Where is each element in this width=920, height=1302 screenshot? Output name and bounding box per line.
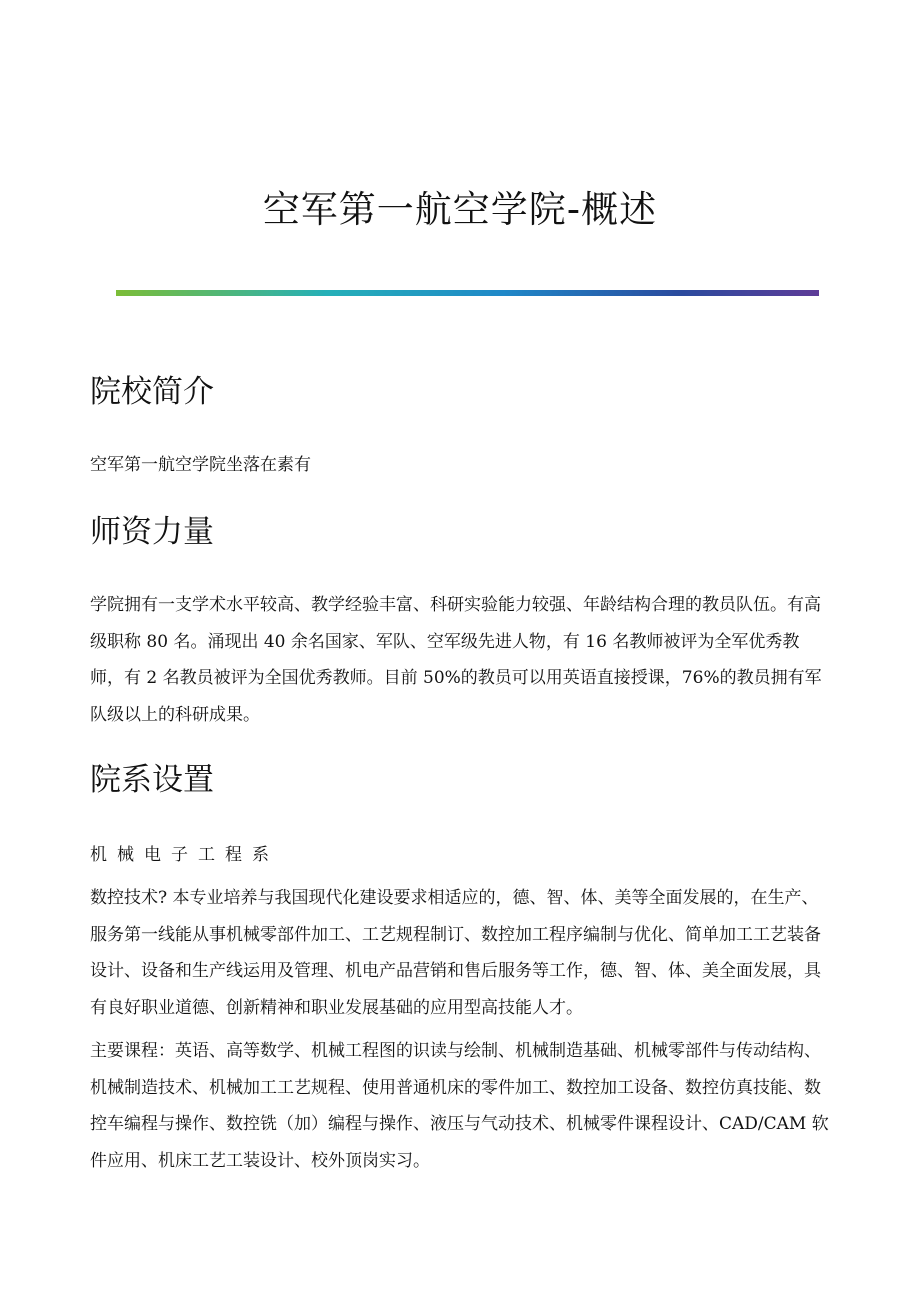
title-divider	[116, 290, 819, 296]
section-heading-departments: 院系设置	[90, 762, 214, 798]
course-list: 主要课程：英语、高等数学、机械工程图的识读与绘制、机械制造基础、机械零部件与传动结构、机械制造技术、机械加工工艺规程、使用普通机床的零件加工、数控加工设备、数控仿真技能、数控车编程与操作、数控铣（加）编程与操作、液压与气动技术、机械零件课程设计、CAD/CAM 软件应用、机床工艺工装设计、校外顶岗实习。	[90, 1041, 829, 1171]
program-description: 数控技术? 本专业培养与我国现代化建设要求相适应的，德、智、体、美等全面发展的，在生产、服务第一线能从事机械零部件加工、工艺规程制订、数控加工程序编制与优化、简单加工工艺装备设计、设备和生产线运用及管理、机电产品营销和售后服务等工作，德、智、体、美全面发展，具有良好职业道德、创新精神和职业发展基础的应用型高技能人才。	[90, 888, 821, 1018]
page-title: 空军第一航空学院-概述	[262, 188, 658, 231]
intro-paragraph: 空军第一航空学院坐落在素有	[90, 455, 311, 475]
department-name: 机械电子工程系	[90, 845, 279, 865]
faculty-paragraph: 学院拥有一支学术水平较高、教学经验丰富、科研实验能力较强、年龄结构合理的教员队伍。有高级职称 80 名。涌现出 40 余名国家、军队、空军级先进人物，有 16 名教师被评为全军优秀教师，有 2 名教员被评为全国优秀教师。目前 50%的教员可以用英语直接授课，76%的教员拥有军队级以上的科研成果。	[90, 595, 822, 725]
section-heading-intro: 院校简介	[90, 374, 214, 410]
section-heading-faculty: 师资力量	[90, 514, 214, 550]
